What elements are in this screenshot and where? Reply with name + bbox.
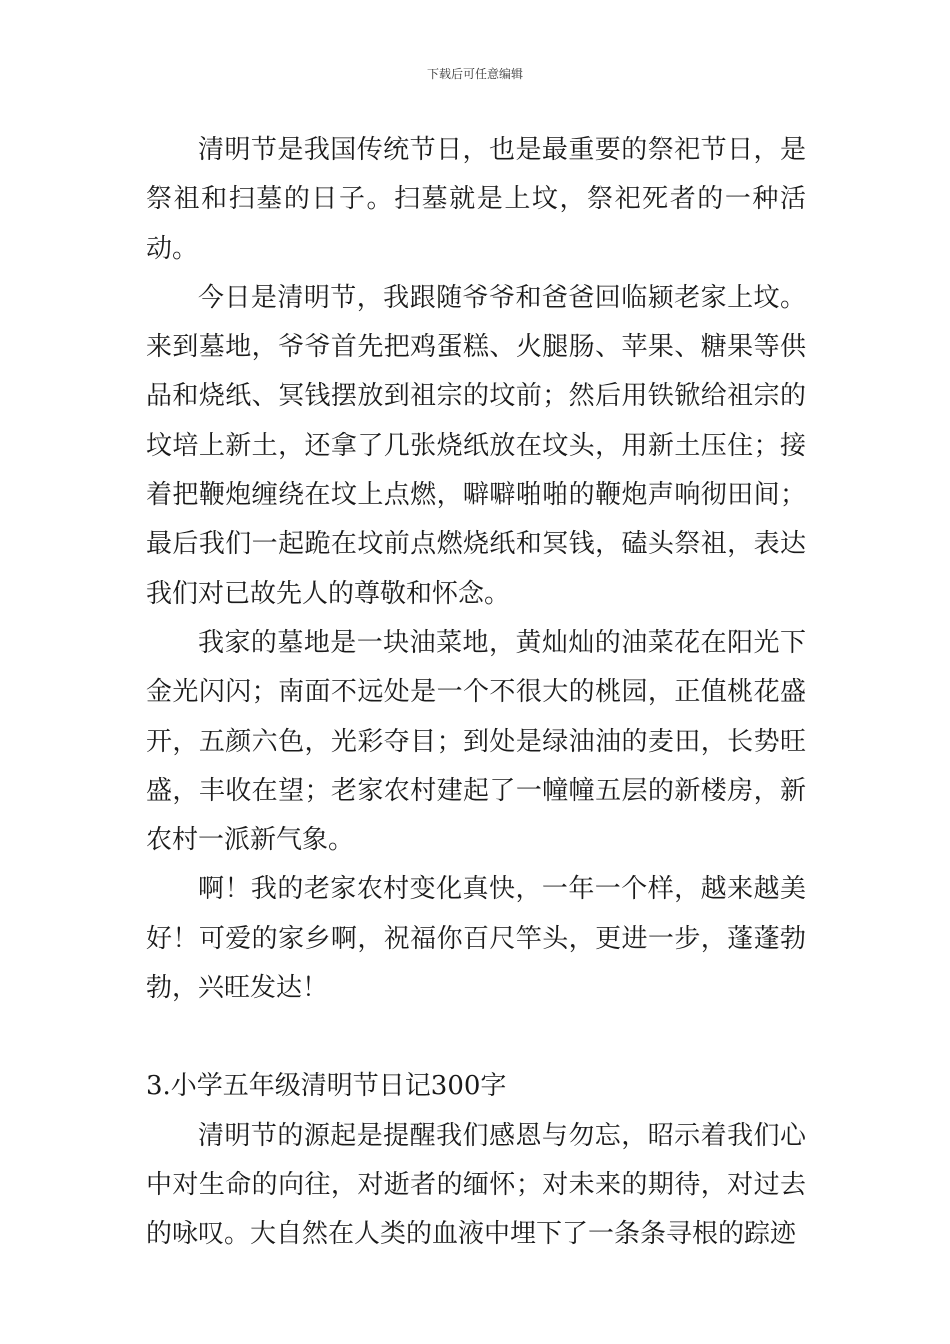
paragraph: 我家的墓地是一块油菜地，黄灿灿的油菜花在阳光下金光闪闪；南面不远处是一个不很大的桃园，正值桃花盛开，五颜六色，光彩夺目；到处是绿油油的麦田，长势旺盛，丰收在望；老家农村建起了一幢幢五层的新楼房，新农村一派新气象。 [146, 627, 806, 856]
paragraph: 清明节是我国传统节日，也是最重要的祭祀节日，是祭祖和扫墓的日子。扫墓就是上坟，祭祀死者的一种活动。 [146, 135, 806, 264]
document-body [146, 126, 806, 1260]
paragraph: 啊！我的老家农村变化真快，一年一个样，越来越美好！可爱的家乡啊，祝福你百尺竿头，更进一步，蓬蓬勃勃，兴旺发达！ [146, 874, 806, 1004]
paragraph: 今日是清明节，我跟随爷爷和爸爸回临颍老家上坟。来到墓地，爷爷首先把鸡蛋糕、火腿肠、苹果、糖果等供品和烧纸、冥钱摆放到祖宗的坟前；然后用铁锨给祖宗的坟培上新土，还拿了几张烧纸放在坟头，用新土压住；接着把鞭炮缠绕在坟上点燃，噼噼啪啪的鞭炮声响彻田间；最后我们一起跪在坟前点燃烧纸和冥钱，磕头祭祖，表达我们对已故先人的尊敬和怀念。 [146, 282, 806, 609]
section-heading: 3.小学五年级清明节日记300字 [146, 1071, 507, 1102]
page-header: 下载后可任意编辑 [426, 67, 523, 81]
section-gap [146, 1013, 806, 1062]
paragraph: 清明节的源起是提醒我们感恩与勿忘，昭示着我们心中对生命的向往，对逝者的缅怀；对未来的期待，对过去的咏叹。大自然在人类的血液中埋下了一条条寻根的踪迹 [146, 1120, 806, 1250]
